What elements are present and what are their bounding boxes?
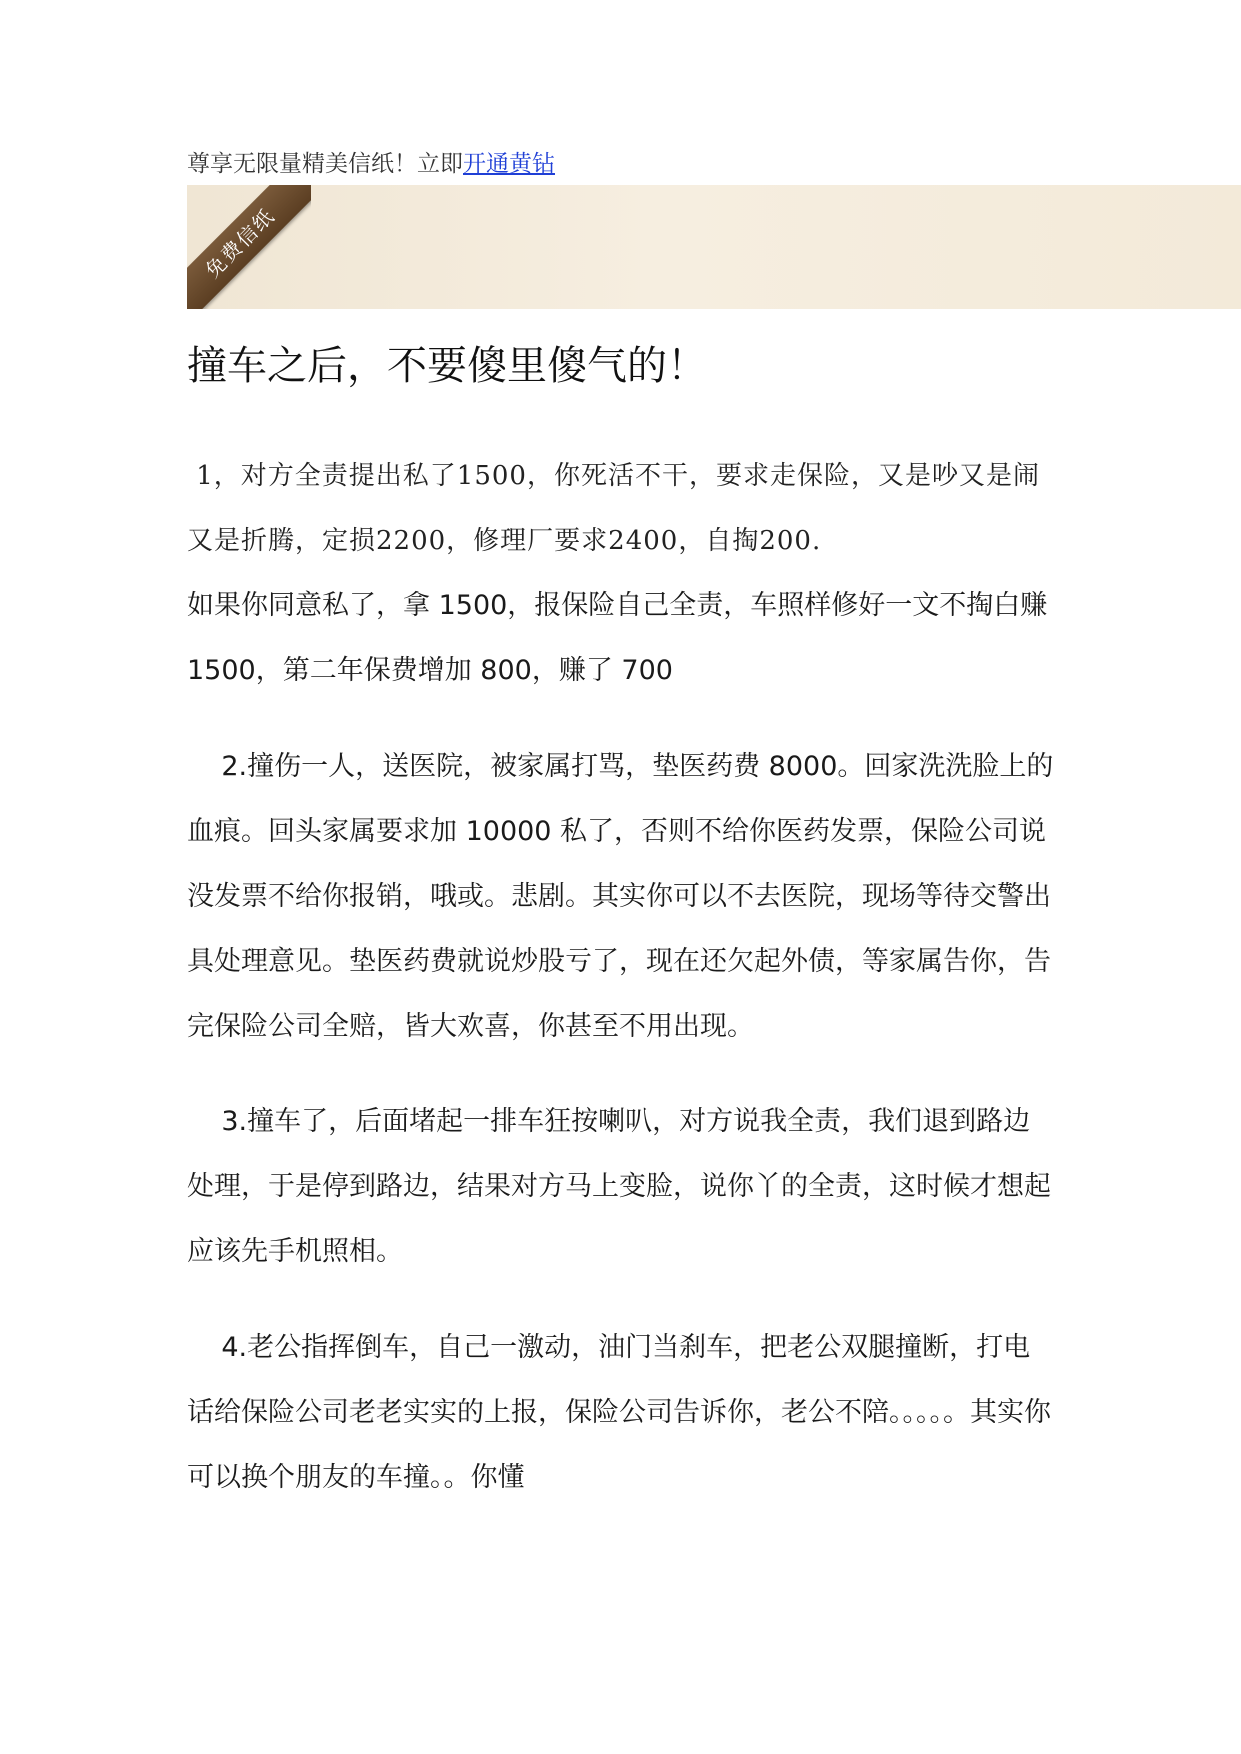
paragraph-4: 3.撞车了，后面堵起一排车狂按喇叭，对方说我全责，我们退到路边处理，于是停到路边，结果对方马上变脸，说你丫的全责，这时候才想起应该先手机照相。: [187, 1106, 1051, 1267]
article-title: 撞车之后，不要傻里傻气的！: [187, 343, 707, 389]
promo-line: [187, 148, 555, 180]
open-vip-link[interactable]: 开通黄钻: [463, 151, 555, 177]
stationery-banner: [187, 185, 1241, 309]
paragraph-1: 1，对方全责提出私了1500，你死活不干，要求走保险，又是吵又是闹又是折腾，定损2200，修理厂要求2400，自掏200.: [187, 461, 1040, 556]
paragraph-2: 如果你同意私了，拿 1500，报保险自己全责，车照样修好一文不掏白赚 1500，第二年保费增加 800，赚了 700: [187, 590, 1048, 686]
paragraph-3: 2.撞伤一人，送医院，被家属打骂，垫医药费 8000。回家洗洗脸上的血痕。回头家属要求加 10000 私了，否则不给你医药发票，保险公司说没发票不给你报销，哦或。悲剧。其实你可以不去医院，现场等待交警出具处理意见。垫医药费就说炒股亏了，现在还欠起外债，等家属告你，告完保险公司全赔，皆大欢喜，你甚至不用出现。: [187, 751, 1054, 1042]
ribbon-corner: [187, 185, 311, 309]
free-stationery-ribbon: 免费信纸: [187, 185, 311, 309]
paragraph-5: 4.老公指挥倒车，自己一激动，油门当刹车，把老公双腿撞断，打电话给保险公司老老实实的上报，保险公司告诉你，老公不陪。。。。。其实你可以换个朋友的车撞。。你懂: [187, 1332, 1051, 1493]
promo-text: 尊享无限量精美信纸！立即: [187, 151, 463, 177]
